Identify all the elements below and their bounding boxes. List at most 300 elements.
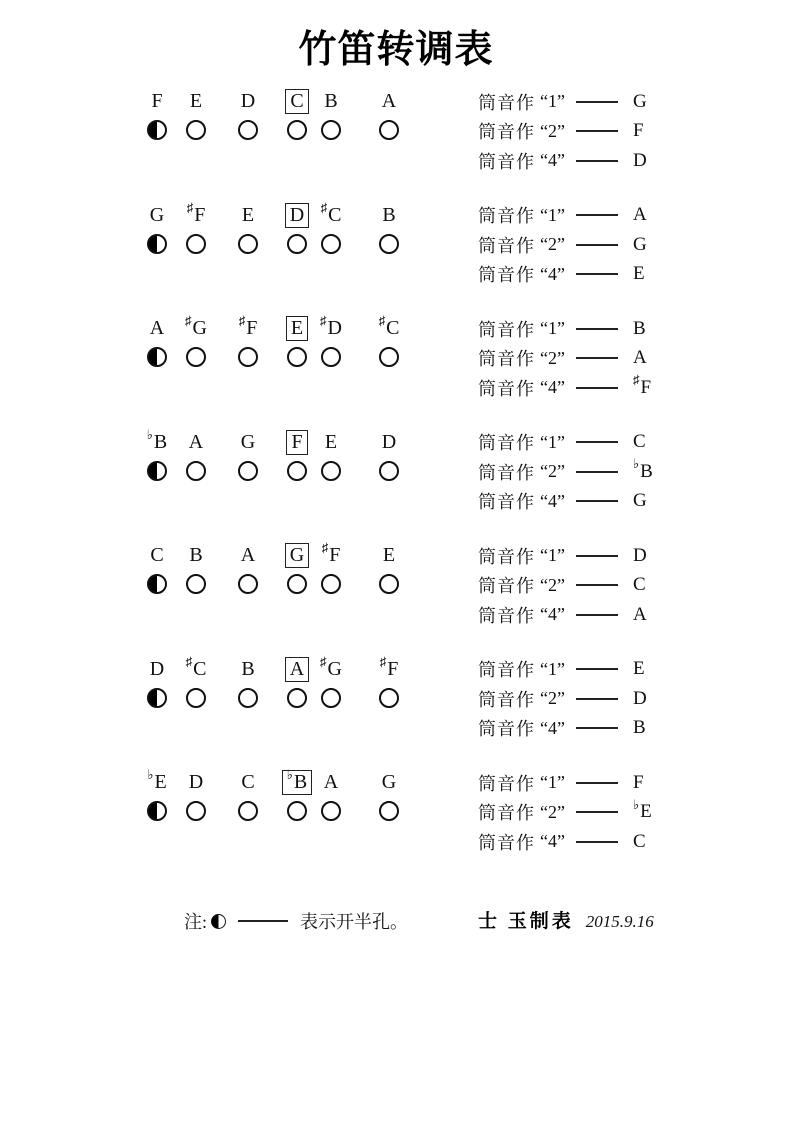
finger-hole-open (287, 234, 307, 254)
note-column (309, 429, 353, 455)
note-label: D (188, 771, 204, 793)
note-column (174, 653, 218, 682)
tongyin-mapping-line (478, 373, 659, 403)
hole-column (135, 344, 179, 372)
tongyin-label: 筒音作 (478, 576, 535, 597)
hole-column (174, 231, 218, 259)
note-label: ♭E (147, 767, 167, 793)
dash-line (576, 782, 618, 784)
note-label-boxed: C (285, 89, 308, 114)
tongyin-label: 筒音作 (478, 605, 535, 626)
transposition-groups (0, 88, 792, 883)
hole-column (135, 798, 179, 826)
tongyin-label: 筒音作 (478, 92, 535, 113)
note-label: A (240, 544, 256, 566)
transposition-group-4 (0, 426, 792, 543)
note-label: A (323, 771, 339, 793)
tongyin-label: 筒音作 (478, 151, 535, 172)
accidental: ♯ (379, 653, 387, 669)
finger-hole-row (0, 231, 792, 257)
note-column (226, 769, 270, 795)
tongyin-label: 筒音作 (478, 492, 535, 513)
legend-text: 表示开半孔。 (300, 912, 409, 932)
finger-hole-open (321, 347, 341, 367)
date: 2015.9.16 (585, 912, 654, 931)
note-label-boxed: F (286, 430, 307, 455)
note-column (226, 88, 270, 114)
tongyin-degree: “4” (540, 604, 565, 625)
tongyin-degree: “2” (540, 801, 565, 822)
dash-line (576, 811, 618, 813)
accidental: ♯ (378, 313, 386, 329)
maker-name: 士 玉制表 (478, 911, 574, 932)
tongyin-mapping-line (478, 571, 659, 601)
tongyin-degree: “4” (540, 150, 565, 171)
note-label: F (151, 90, 163, 112)
note-column (135, 202, 179, 228)
tongyin-result-note: B (632, 717, 646, 739)
finger-hole-open (287, 461, 307, 481)
tongyin-label: 筒音作 (478, 206, 535, 227)
dash-line (576, 328, 618, 330)
tongyin-mappings (478, 87, 659, 176)
accidental: ♭ (147, 767, 154, 783)
hole-column (135, 231, 179, 259)
hole-column (226, 344, 270, 372)
finger-hole-open (186, 461, 206, 481)
accidental: ♯ (185, 313, 192, 329)
note-label: E (324, 430, 338, 453)
hole-column (367, 685, 411, 713)
hole-column (309, 571, 353, 599)
transposition-group-3 (0, 315, 792, 429)
dash-line (576, 698, 618, 700)
tongyin-degree: “1” (540, 318, 565, 339)
note-row (0, 426, 792, 457)
finger-hole-open (238, 347, 258, 367)
finger-hole-open (379, 461, 399, 481)
note-column (174, 315, 218, 341)
note-column (309, 769, 353, 795)
hole-column (135, 685, 179, 713)
note-column (135, 542, 179, 568)
tongyin-label: 筒音作 (478, 235, 535, 256)
tongyin-mapping-line (478, 344, 659, 374)
tongyin-degree: “4” (540, 377, 565, 398)
tongyin-mappings (478, 314, 659, 403)
dash-line (576, 214, 618, 216)
finger-hole-open (379, 574, 399, 594)
tongyin-mapping-line (478, 487, 659, 517)
note-label: ♯G (320, 653, 342, 680)
tongyin-mapping-line (478, 314, 659, 344)
note-column (367, 429, 411, 455)
finger-hole-open (238, 234, 258, 254)
page-title: 竹笛转调表 (298, 29, 494, 71)
finger-hole-row (0, 458, 792, 484)
tongyin-mapping-line (478, 201, 659, 231)
note-label: A (381, 90, 397, 112)
tongyin-label: 筒音作 (478, 689, 535, 710)
note-column (309, 653, 353, 682)
accidental: ♯ (320, 313, 327, 329)
note-column (226, 202, 270, 228)
note-label: ♯C (378, 313, 400, 339)
hole-column (309, 231, 353, 259)
dash-line (576, 841, 618, 843)
finger-hole-open (186, 801, 206, 821)
finger-hole-open (321, 461, 341, 481)
tongyin-degree: “2” (540, 347, 565, 368)
dash-line (576, 614, 618, 616)
tongyin-label: 筒音作 (478, 378, 535, 399)
note-label: ♯F (379, 653, 399, 680)
note-label: C (241, 771, 255, 793)
tongyin-label: 筒音作 (478, 719, 535, 740)
note-label: ♯F (238, 313, 258, 339)
note-row (0, 88, 792, 116)
dash-line (576, 471, 618, 473)
note-row (0, 199, 792, 230)
note-label: G (240, 430, 256, 453)
note-column (226, 429, 270, 455)
dash-line (576, 555, 618, 557)
finger-hole-open (287, 801, 307, 821)
tongyin-result-note: D (632, 544, 647, 566)
hole-column (309, 685, 353, 713)
dash-line (576, 357, 618, 359)
hole-column (226, 798, 270, 826)
note-label: ♯D (320, 313, 342, 339)
tongyin-degree: “2” (540, 574, 565, 595)
hole-column (174, 798, 218, 826)
tongyin-mapping-line (478, 146, 659, 176)
accidental: ♭ (632, 796, 640, 812)
note-label: E (189, 90, 203, 112)
accidental: ♯ (320, 199, 328, 215)
note-label: B (324, 90, 338, 112)
finger-hole-open (186, 120, 206, 140)
tongyin-label: 筒音作 (478, 122, 535, 143)
tongyin-mappings (478, 768, 659, 857)
accidental: ♭ (286, 767, 293, 783)
hole-column (226, 231, 270, 259)
dash-line (576, 273, 618, 275)
finger-hole-open (238, 801, 258, 821)
note-label-boxed: E (286, 316, 308, 341)
finger-hole-open (379, 120, 399, 140)
legend-prefix: 注: (184, 912, 208, 932)
accidental: ♯ (185, 653, 193, 669)
tongyin-result-note: ♯F (632, 372, 652, 398)
hole-column (309, 458, 353, 486)
tongyin-label: 筒音作 (478, 803, 535, 824)
note-row (0, 315, 792, 343)
note-column (135, 769, 179, 795)
dash-line (576, 584, 618, 586)
tongyin-label: 筒音作 (478, 832, 535, 853)
accidental: ♭ (632, 456, 640, 472)
accidental: ♭ (146, 426, 153, 442)
finger-hole-half-open (147, 688, 167, 708)
note-column (174, 429, 218, 455)
note-row (0, 769, 792, 797)
tongyin-label: 筒音作 (478, 462, 535, 483)
note-label: ♯F (186, 199, 206, 226)
dash-line (576, 130, 618, 132)
tongyin-label: 筒音作 (478, 660, 535, 681)
dash-line (576, 244, 618, 246)
note-column (135, 315, 179, 341)
note-column (135, 88, 179, 114)
hole-column (367, 344, 411, 372)
tongyin-degree: “1” (540, 204, 565, 225)
tongyin-result-note: E (632, 658, 645, 680)
note-label: D (240, 90, 256, 112)
transposition-group-7 (0, 769, 792, 883)
note-label: E (382, 544, 396, 566)
tongyin-result-note: A (632, 347, 647, 369)
note-label: ♭B (146, 426, 168, 453)
tongyin-result-note: C (632, 830, 646, 852)
finger-hole-open (186, 574, 206, 594)
dash-line (576, 500, 618, 502)
note-column (174, 88, 218, 114)
note-row (0, 653, 792, 684)
tongyin-result-note: D (632, 687, 647, 709)
tongyin-result-note: C (632, 431, 646, 453)
tongyin-result-note: A (632, 204, 647, 226)
tongyin-mapping-line (478, 428, 659, 458)
tongyin-degree: “1” (540, 772, 565, 793)
note-label-boxed: D (285, 203, 309, 228)
finger-hole-row (0, 685, 792, 711)
tongyin-label: 筒音作 (478, 433, 535, 454)
note-column (309, 88, 353, 114)
finger-hole-open (321, 120, 341, 140)
tongyin-result-note: A (632, 603, 647, 625)
dash-line (576, 727, 618, 729)
finger-hole-open (379, 234, 399, 254)
tongyin-degree: “2” (540, 461, 565, 482)
tongyin-degree: “1” (540, 658, 565, 679)
hole-column (367, 231, 411, 259)
finger-hole-half-open (147, 347, 167, 367)
tongyin-mapping-line (478, 117, 659, 147)
note-column (135, 656, 179, 682)
finger-hole-open (379, 688, 399, 708)
hole-column (226, 685, 270, 713)
note-label: ♯C (320, 199, 342, 226)
finger-hole-open (321, 801, 341, 821)
tongyin-mappings (478, 655, 659, 744)
finger-hole-row (0, 344, 792, 370)
tongyin-result-note: D (632, 149, 647, 171)
dash-line (576, 668, 618, 670)
hole-column (174, 685, 218, 713)
tongyin-mapping-line (478, 684, 659, 714)
tongyin-degree: “1” (540, 91, 565, 112)
note-label: C (150, 544, 164, 566)
legend-dash-line (238, 920, 288, 922)
tongyin-result-note: G (632, 90, 647, 112)
hole-column (309, 798, 353, 826)
note-label: B (241, 657, 255, 680)
note-label: ♯G (185, 313, 207, 339)
finger-hole-open (238, 688, 258, 708)
tongyin-mappings (478, 201, 659, 290)
tongyin-degree: “4” (540, 263, 565, 284)
tongyin-degree: “4” (540, 831, 565, 852)
tongyin-result-note: B (632, 317, 646, 339)
finger-hole-row (0, 798, 792, 824)
hole-column (226, 117, 270, 145)
hole-column (135, 117, 179, 145)
legend (184, 906, 408, 936)
note-label: B (382, 203, 396, 226)
tongyin-result-note: ♭B (632, 456, 653, 482)
half-hole-icon (211, 914, 226, 929)
note-column (174, 542, 218, 568)
tongyin-label: 筒音作 (478, 773, 535, 794)
finger-hole-open (379, 347, 399, 367)
note-column (367, 315, 411, 341)
hole-column (135, 458, 179, 486)
tongyin-result-note: ♭E (632, 796, 652, 823)
note-column (309, 199, 353, 228)
finger-hole-open (186, 347, 206, 367)
note-column (367, 88, 411, 114)
tongyin-degree: “4” (540, 490, 565, 511)
finger-hole-open (287, 688, 307, 708)
hole-column (135, 571, 179, 599)
tongyin-degree: “4” (540, 717, 565, 738)
finger-hole-half-open (147, 574, 167, 594)
note-label: B (189, 544, 203, 566)
hole-column (367, 571, 411, 599)
finger-hole-half-open (147, 461, 167, 481)
finger-hole-open (238, 120, 258, 140)
note-label-boxed: ♭B (282, 770, 312, 795)
note-column (367, 542, 411, 568)
note-column (367, 653, 411, 682)
note-label: G (149, 203, 165, 226)
finger-hole-row (0, 117, 792, 143)
note-column (309, 542, 353, 568)
finger-hole-open (321, 688, 341, 708)
tongyin-mapping-line (478, 827, 659, 857)
hole-column (367, 458, 411, 486)
tongyin-mapping-line (478, 541, 659, 571)
note-column (226, 315, 270, 341)
hole-column (226, 458, 270, 486)
note-column (367, 202, 411, 228)
finger-hole-half-open (147, 120, 167, 140)
dash-line (576, 160, 618, 162)
finger-hole-open (379, 801, 399, 821)
hole-column (309, 344, 353, 372)
tongyin-mapping-line (478, 260, 659, 290)
dash-line (576, 387, 618, 389)
accidental: ♯ (321, 540, 329, 556)
finger-hole-open (238, 461, 258, 481)
finger-hole-open (186, 688, 206, 708)
tongyin-degree: “1” (540, 545, 565, 566)
finger-hole-half-open (147, 234, 167, 254)
tongyin-mapping-line (478, 655, 659, 685)
tongyin-label: 筒音作 (478, 265, 535, 286)
note-column (174, 199, 218, 228)
tongyin-degree: “2” (540, 688, 565, 709)
note-column (226, 656, 270, 682)
tongyin-mapping-line (478, 457, 659, 487)
note-label: E (241, 203, 255, 226)
accidental: ♯ (186, 199, 194, 215)
note-column (174, 769, 218, 795)
credit (478, 906, 654, 936)
note-label-boxed: A (285, 657, 309, 682)
finger-hole-open (287, 120, 307, 140)
tongyin-label: 筒音作 (478, 319, 535, 340)
tongyin-mapping-line (478, 798, 659, 828)
tongyin-label: 筒音作 (478, 546, 535, 567)
tongyin-mapping-line (478, 87, 659, 117)
tongyin-result-note: F (632, 120, 644, 142)
transposition-group-6 (0, 653, 792, 770)
note-column (226, 542, 270, 568)
hole-column (367, 798, 411, 826)
dash-line (576, 441, 618, 443)
note-label: D (149, 657, 165, 680)
note-label: A (149, 317, 165, 339)
hole-column (174, 117, 218, 145)
note-column (135, 426, 179, 455)
finger-hole-open (287, 347, 307, 367)
hole-column (174, 344, 218, 372)
finger-hole-open (321, 574, 341, 594)
tongyin-mappings (478, 428, 659, 517)
note-label-boxed: G (285, 543, 309, 568)
transposition-group-5 (0, 542, 792, 656)
note-label: G (381, 771, 397, 793)
tongyin-degree: “2” (540, 234, 565, 255)
tongyin-label: 筒音作 (478, 349, 535, 370)
tongyin-mapping-line (478, 600, 659, 630)
tongyin-mapping-line (478, 230, 659, 260)
tongyin-degree: “1” (540, 431, 565, 452)
accidental: ♯ (320, 653, 327, 669)
note-column (309, 315, 353, 341)
note-label: ♯F (321, 540, 341, 566)
finger-hole-open (321, 234, 341, 254)
finger-hole-row (0, 571, 792, 597)
finger-hole-open (238, 574, 258, 594)
finger-hole-half-open (147, 801, 167, 821)
finger-hole-open (287, 574, 307, 594)
tongyin-result-note: E (632, 263, 645, 285)
tongyin-mapping-line (478, 768, 659, 798)
transposition-group-1 (0, 88, 792, 202)
tongyin-result-note: F (632, 771, 644, 793)
tongyin-mapping-line (478, 714, 659, 744)
hole-column (226, 571, 270, 599)
tongyin-degree: “2” (540, 120, 565, 141)
hole-column (174, 571, 218, 599)
note-column (367, 769, 411, 795)
note-label: D (381, 430, 397, 453)
finger-hole-open (186, 234, 206, 254)
hole-column (367, 117, 411, 145)
